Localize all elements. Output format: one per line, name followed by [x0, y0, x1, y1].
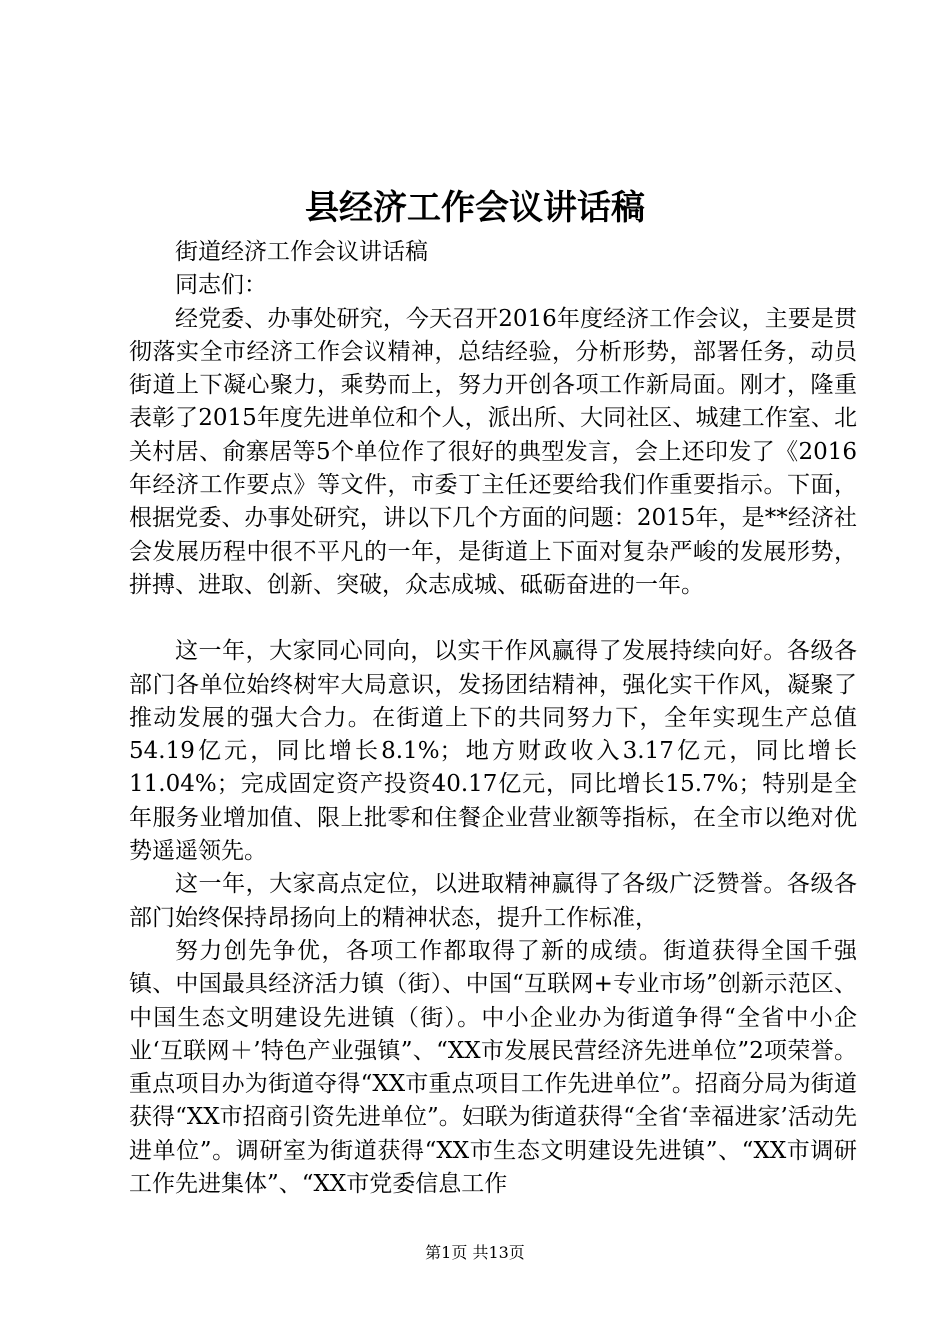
- paragraph-honors: 努力创先争优，各项工作都取得了新的成绩。街道获得全国千强镇、中国最具经济活力镇（街）、中国“互联网+专业市场”创新示范区、中国生态文明建设先进镇（街）。中小企业办为街道争得“全省中小企业‘互联网＋’特色产业强镇”、“XX市发展民营经济先进单位”2项荣誉。重点项目办为街道夺得“XX市重点项目工作先进单位”。招商分局为街道获得“XX市招商引资先进单位”。妇联为街道获得“全省‘幸福进家’活动先进单位”。调研室为街道获得“XX市生态文明建设先进镇”、“XX市调研工作先进集体”、“XX市党委信息工作: [129, 937, 857, 1198]
- page-number: 第1页 共13页: [425, 1243, 525, 1262]
- paragraph-recognition-intro: 这一年，大家高点定位，以进取精神赢得了各级广泛赞誉。各级各部门始终保持昂扬向上的精神状态，提升工作标准，: [129, 871, 857, 931]
- document-title: 县经济工作会议讲话稿: [305, 188, 645, 228]
- paragraph-economic-results: 这一年，大家同心同向，以实干作风赢得了发展持续向好。各级各部门各单位始终树牢大局意识，发扬团结精神，强化实干作风，凝聚了推动发展的强大合力。在街道上下的共同努力下，全年实现生产总值54.19亿元，同比增长8.1%；地方财政收入3.17亿元，同比增长11.04%；完成固定资产投资40.17亿元，同比增长15.7%；特别是全年服务业增加值、限上批零和住餐企业营业额等指标，在全市以绝对优势遥遥领先。: [129, 638, 857, 865]
- paragraph-salutation: 同志们：: [175, 272, 267, 299]
- document-body: [129, 236, 857, 1201]
- paragraph-opening: 经党委、办事处研究，今天召开2016年度经济工作会议，主要是贯彻落实全市经济工作会议精神，总结经验，分析形势，部署任务，动员街道上下凝心聚力，乘势而上，努力开创各项工作新局面。刚才，隆重表彰了2015年度先进单位和个人，派出所、大同社区、城建工作室、北关村居、俞寨居等5个单位作了很好的典型发言，会上还印发了《2016年经济工作要点》等文件，市委丁主任还要给我们作重要指示。下面，根据党委、办事处研究，讲以下几个方面的问题：2015年，是**经济社会发展历程中很不平凡的一年，是街道上下面对复杂严峻的发展形势，拼搏、进取、创新、突破，众志成城、砥砺奋进的一年。: [129, 305, 857, 598]
- paragraph-subtitle: 街道经济工作会议讲话稿: [175, 239, 428, 265]
